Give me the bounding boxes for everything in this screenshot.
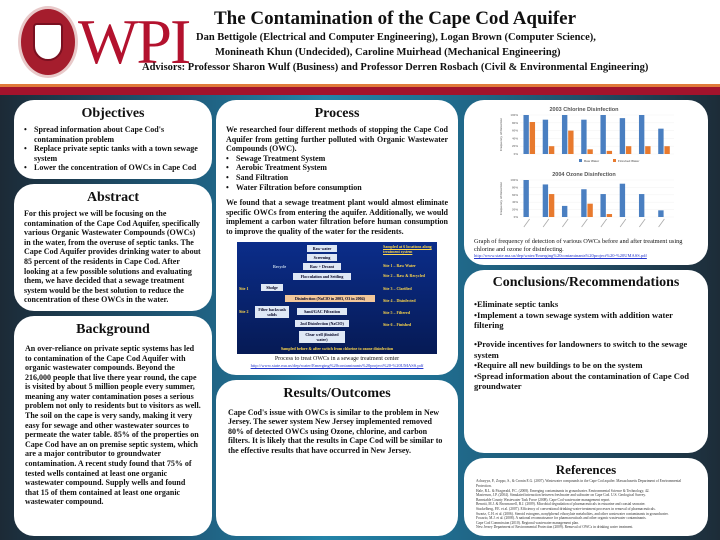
y-tick-label: 100% — [510, 177, 518, 182]
references-panel — [464, 458, 708, 536]
diagram-recycle-label: Recycle — [273, 263, 287, 269]
bar-raw-water — [658, 129, 663, 154]
bar-finished-water — [607, 151, 612, 154]
bar-raw-water — [620, 183, 625, 216]
diagram-box: Raw water — [307, 245, 337, 252]
diagram-legend: Sampled at 6 locations along treatment system — [383, 243, 432, 254]
bar-finished-water — [626, 146, 631, 154]
bar-finished-water — [587, 149, 592, 154]
diagram-site: Site 3 – Clarified — [383, 285, 412, 291]
conclusions-title: Conclusions/Recommendations — [492, 275, 680, 291]
treatment-process-diagram — [237, 242, 437, 354]
diagram-box: Disinfection (NaClO in 2003, O3 in 2004) — [285, 295, 375, 302]
chlorine-disinfection-chart — [474, 104, 694, 166]
middle-column — [216, 100, 458, 536]
diagram-box: Clear well (finished water) — [299, 331, 345, 343]
diagram-box: Flocculation and Settling — [293, 273, 351, 280]
x-tick-label — [582, 219, 588, 227]
y-tick-label: 40% — [511, 136, 518, 141]
x-tick-label — [639, 219, 645, 227]
background-title: Background — [76, 321, 150, 337]
diagram-site: Site 6 – Finished — [383, 321, 412, 327]
y-tick-label: 20% — [511, 144, 518, 149]
references-title: References — [555, 462, 617, 478]
poster-title: The Contamination of the Cape Cod Aquifer — [213, 8, 577, 29]
bar-raw-water — [581, 120, 586, 154]
x-tick-label — [601, 219, 607, 227]
process-panel — [216, 100, 458, 375]
bar-finished-water — [607, 214, 612, 217]
chart-title: 2004 Ozone Disinfection — [552, 171, 616, 178]
objective-item: • Lower the concentration of OWCs in Cape Cod — [24, 163, 202, 173]
wpi-logo: WPI — [78, 6, 190, 77]
y-tick-label: 0% — [513, 152, 518, 156]
reference-item: Barnstable County Wastewater Task Force (2008). Cape Cod wastewater management report. — [476, 497, 611, 502]
diagram-box: 2nd Disinfection (NaClO) — [295, 320, 349, 327]
bar-raw-water — [600, 115, 605, 154]
process-method: • Sewage Treatment System — [226, 154, 448, 164]
poster-header — [0, 0, 720, 86]
x-tick-label — [524, 219, 530, 227]
diagram-caption: Process to treat OWCs in a sewage treatment center — [274, 355, 400, 362]
diagram-site: Site 5 – Filtered — [383, 309, 410, 315]
process-method: • Water Filtration before consumption — [226, 183, 448, 193]
bar-finished-water — [645, 146, 650, 154]
bar-finished-water — [568, 131, 573, 154]
charts-panel — [464, 100, 708, 265]
diagram-box: Raw + Decant — [303, 263, 341, 270]
y-axis-label: Frequency of Detection — [499, 117, 503, 152]
y-tick-label: 40% — [511, 199, 518, 204]
bar-finished-water — [664, 146, 669, 154]
bar-raw-water — [620, 118, 625, 154]
diagram-box: Sand/GAC Filtration — [297, 308, 347, 315]
ozone-disinfection-chart — [474, 169, 694, 233]
bar-raw-water — [600, 194, 605, 217]
diagram-site: Site 2 — [239, 308, 249, 314]
diagram-site: Site 4 – Disinfected — [383, 297, 416, 303]
y-tick-label: 80% — [511, 184, 518, 189]
y-tick-label: 20% — [511, 207, 518, 212]
abstract-title: Abstract — [86, 189, 140, 205]
diagram-site: Site 1 – Raw Water — [383, 262, 416, 268]
objective-item: • Replace private septic tanks with a town sewage system — [24, 144, 202, 163]
process-method: • Sand Filtration — [226, 173, 448, 183]
left-column — [14, 100, 212, 536]
results-text: Cape Cod's issue with OWCs is similar to the problem in New Jersey. The sewer system New Jersey implemented removed 80% of detected OWCs using Ozone, chlorine, and carbon filters. It is likely that the results in Cape Cod will be similar to the effective results that have occurred in New Jersey. — [228, 407, 443, 455]
bar-raw-water — [562, 205, 567, 216]
process-method: • Aerobic Treatment System — [226, 163, 448, 173]
charts-source-link[interactable]: http://www.state.ma.us/dep/water/Emerging%20contaminants%20project%20-%20UMASS.pdf — [474, 253, 647, 259]
x-tick-label — [620, 219, 626, 227]
bar-raw-water — [523, 115, 528, 154]
bar-raw-water — [543, 184, 548, 217]
legend-label: Raw Water — [584, 159, 600, 163]
y-tick-label: 0% — [513, 214, 518, 219]
y-axis-label: Frequency of Detection — [499, 181, 503, 215]
diagram-source-link[interactable]: http://www.state.ma.us/dep/water/Emerging%20contaminants%20project%20-%20UMASS.pdf — [250, 362, 424, 368]
conclusion-item: •Require all new buildings to be on the system — [474, 360, 643, 371]
conclusion-item: •Eliminate septic tanks — [474, 299, 559, 310]
diagram-footer: Sampled before & after switch from chlorine to ozone disinfection — [280, 345, 394, 351]
conclusion-item: •Implement a town sewage system with addition water filtering — [474, 309, 673, 330]
x-tick-label — [543, 219, 549, 227]
bar-raw-water — [523, 180, 528, 217]
charts-caption: Graph of frequency of detection of various OWCs before and after treatment using chlorine and ozone for disinfecting. — [474, 238, 683, 253]
conclusion-item: •Spread information about the contamination of Cape Cod groundwater — [474, 370, 690, 392]
y-tick-label: 60% — [511, 128, 518, 133]
background-panel — [14, 316, 212, 536]
abstract-text: For this project we will be focusing on the contamination of the Cape Cod Aquifer, specifically various Organic Wastewater Compounds (OWCs) in the water, from the overuse of septic tanks. The Cape Cod Aquifer provides drinking water to about 85 percent of the residents in Cape Cod. After looking at a few possible solutions and evaluating them, we have decided that a sewage treatment system would be the best solution to reduce the concentration of these OWCs in the water. — [24, 208, 201, 305]
reference-item: New Jersey Department of Environmental Protection (2009). Removal of OWCs in drinking water treatment. — [476, 525, 634, 530]
process-intro: We researched four different methods of stopping the Cape Cod Aquifer from getting further polluted with Organic Wastewater Compounds (OWC). — [226, 125, 448, 154]
bar-finished-water — [587, 203, 592, 216]
conclusions-panel — [464, 270, 708, 453]
abstract-panel — [14, 184, 212, 311]
y-tick-label: 60% — [511, 192, 518, 197]
objectives-title: Objectives — [81, 106, 145, 121]
x-tick-label — [659, 219, 665, 227]
bar-raw-water — [658, 210, 663, 217]
legend-swatch — [613, 159, 616, 162]
reference-item: Benotti, M.J. & Brownawell, B.J. (2009). Microbial degradation of pharmaceuticals in estuarine and coastal seawater. — [476, 502, 646, 507]
legend-label: Finished Water — [618, 159, 640, 163]
conclusion-item: •Provide incentives for landowners to switch to the sewage system — [474, 339, 688, 360]
authors-line-1: Dan Bettigole (Electrical and Computer Engineering), Logan Brown (Computer Science), — [196, 32, 596, 43]
y-tick-label: 80% — [511, 120, 518, 125]
results-panel — [216, 380, 458, 536]
diagram-box: Filter backwash solids — [255, 306, 289, 318]
objective-item: • Spread information about Cape Cod's contamination problem — [24, 125, 202, 144]
right-column — [464, 100, 708, 536]
wpi-seal-logo — [18, 6, 78, 78]
process-title: Process — [314, 106, 360, 121]
reference-item: Masterson, J.P. (2004). Simulated interaction between freshwater and saltwater on Cape Cod. U.S. Geological Survey. — [476, 493, 646, 498]
bar-raw-water — [581, 189, 586, 217]
bar-finished-water — [549, 146, 554, 154]
bar-raw-water — [562, 115, 567, 154]
bar-raw-water — [639, 115, 644, 154]
bar-raw-water — [543, 120, 548, 154]
reference-item: Hale, R.L. & Fitzgerald, P.C. (2008). Emerging contaminants in groundwater. Environmental Science & Technology, 42. — [476, 488, 650, 493]
results-title: Results/Outcomes — [283, 385, 391, 401]
reference-item: Swartz, C.H. et al. (2006). Steroid estrogens, nonylphenol ethoxylate metabolites, and other wastewater contaminants in groundwater. — [476, 511, 669, 516]
background-text: An over-reliance on private septic systems has led to contamination of the Cape Cod Aquifer with organic wastewater compounds. Beyond the 216,000 people that live there year round, the cape is visited by about 5 million people every summer, meaning any water contamination poses a serious problem not only to residents but to visitors as well. The soil on the cape is very sandy, making it very easy for sewage and other wastewater sources to permeate the water table. 85% of the properties on Cape Cod have an on premise septic system, which are a major contributor to groundwater contamination. A recent study found that 75% of tested wells contained at least one organic wastewater compound. Supply wells and found that 15 of them contained at least one organic wastewater compound. — [25, 343, 201, 507]
bar-raw-water — [639, 194, 644, 217]
reference-item: Focazio, M.J. et al. (2008). A national reconnaissance for pharmaceuticals and other organic wastewater contaminants. — [476, 516, 647, 521]
diagram-box: Sludge — [261, 284, 283, 291]
process-finding: We found that a sewage treatment plant would almost eliminate specific OWCs from entering the aquifer. Additionally, we would implement a carbon water filtration before human consumption to improve the quality of the water for the residents. — [226, 198, 448, 236]
reference-item: Cape Cod Commission (2010). Regional wastewater management plan. — [476, 520, 579, 525]
legend-swatch — [579, 159, 582, 162]
authors-line-2: Monineath Khun (Undecided), Caroline Muirhead (Mechanical Engineering) — [215, 47, 561, 58]
crimson-band — [0, 87, 720, 95]
reference-item: Acharyya, P., Zoppo, S., & Cronin E.G. (2007). Wastewater compounds in the Cape Cod aquifer. Massachusetts Department of Environmental Protection. — [476, 479, 682, 489]
diagram-site: Site 2 – Raw & Recycled — [383, 272, 425, 278]
objectives-panel — [14, 100, 212, 179]
bar-finished-water — [530, 122, 535, 154]
reference-item: Stackelberg, P.E. et al. (2007). Efficiency of conventional drinking-water-treatment processes in removal of pharmaceuticals. — [476, 507, 656, 512]
advisors: Advisors: Professor Sharon Wulf (Business) and Professor Derren Rosbach (Civil & Environmental Engineering) — [142, 62, 649, 73]
chart-title: 2003 Chlorine Disinfection — [549, 107, 619, 113]
y-tick-label: 100% — [510, 113, 518, 117]
diagram-site: Site 1 — [239, 285, 249, 291]
x-tick-label — [562, 219, 568, 227]
diagram-box: Screening — [307, 254, 337, 261]
bar-finished-water — [549, 194, 554, 217]
